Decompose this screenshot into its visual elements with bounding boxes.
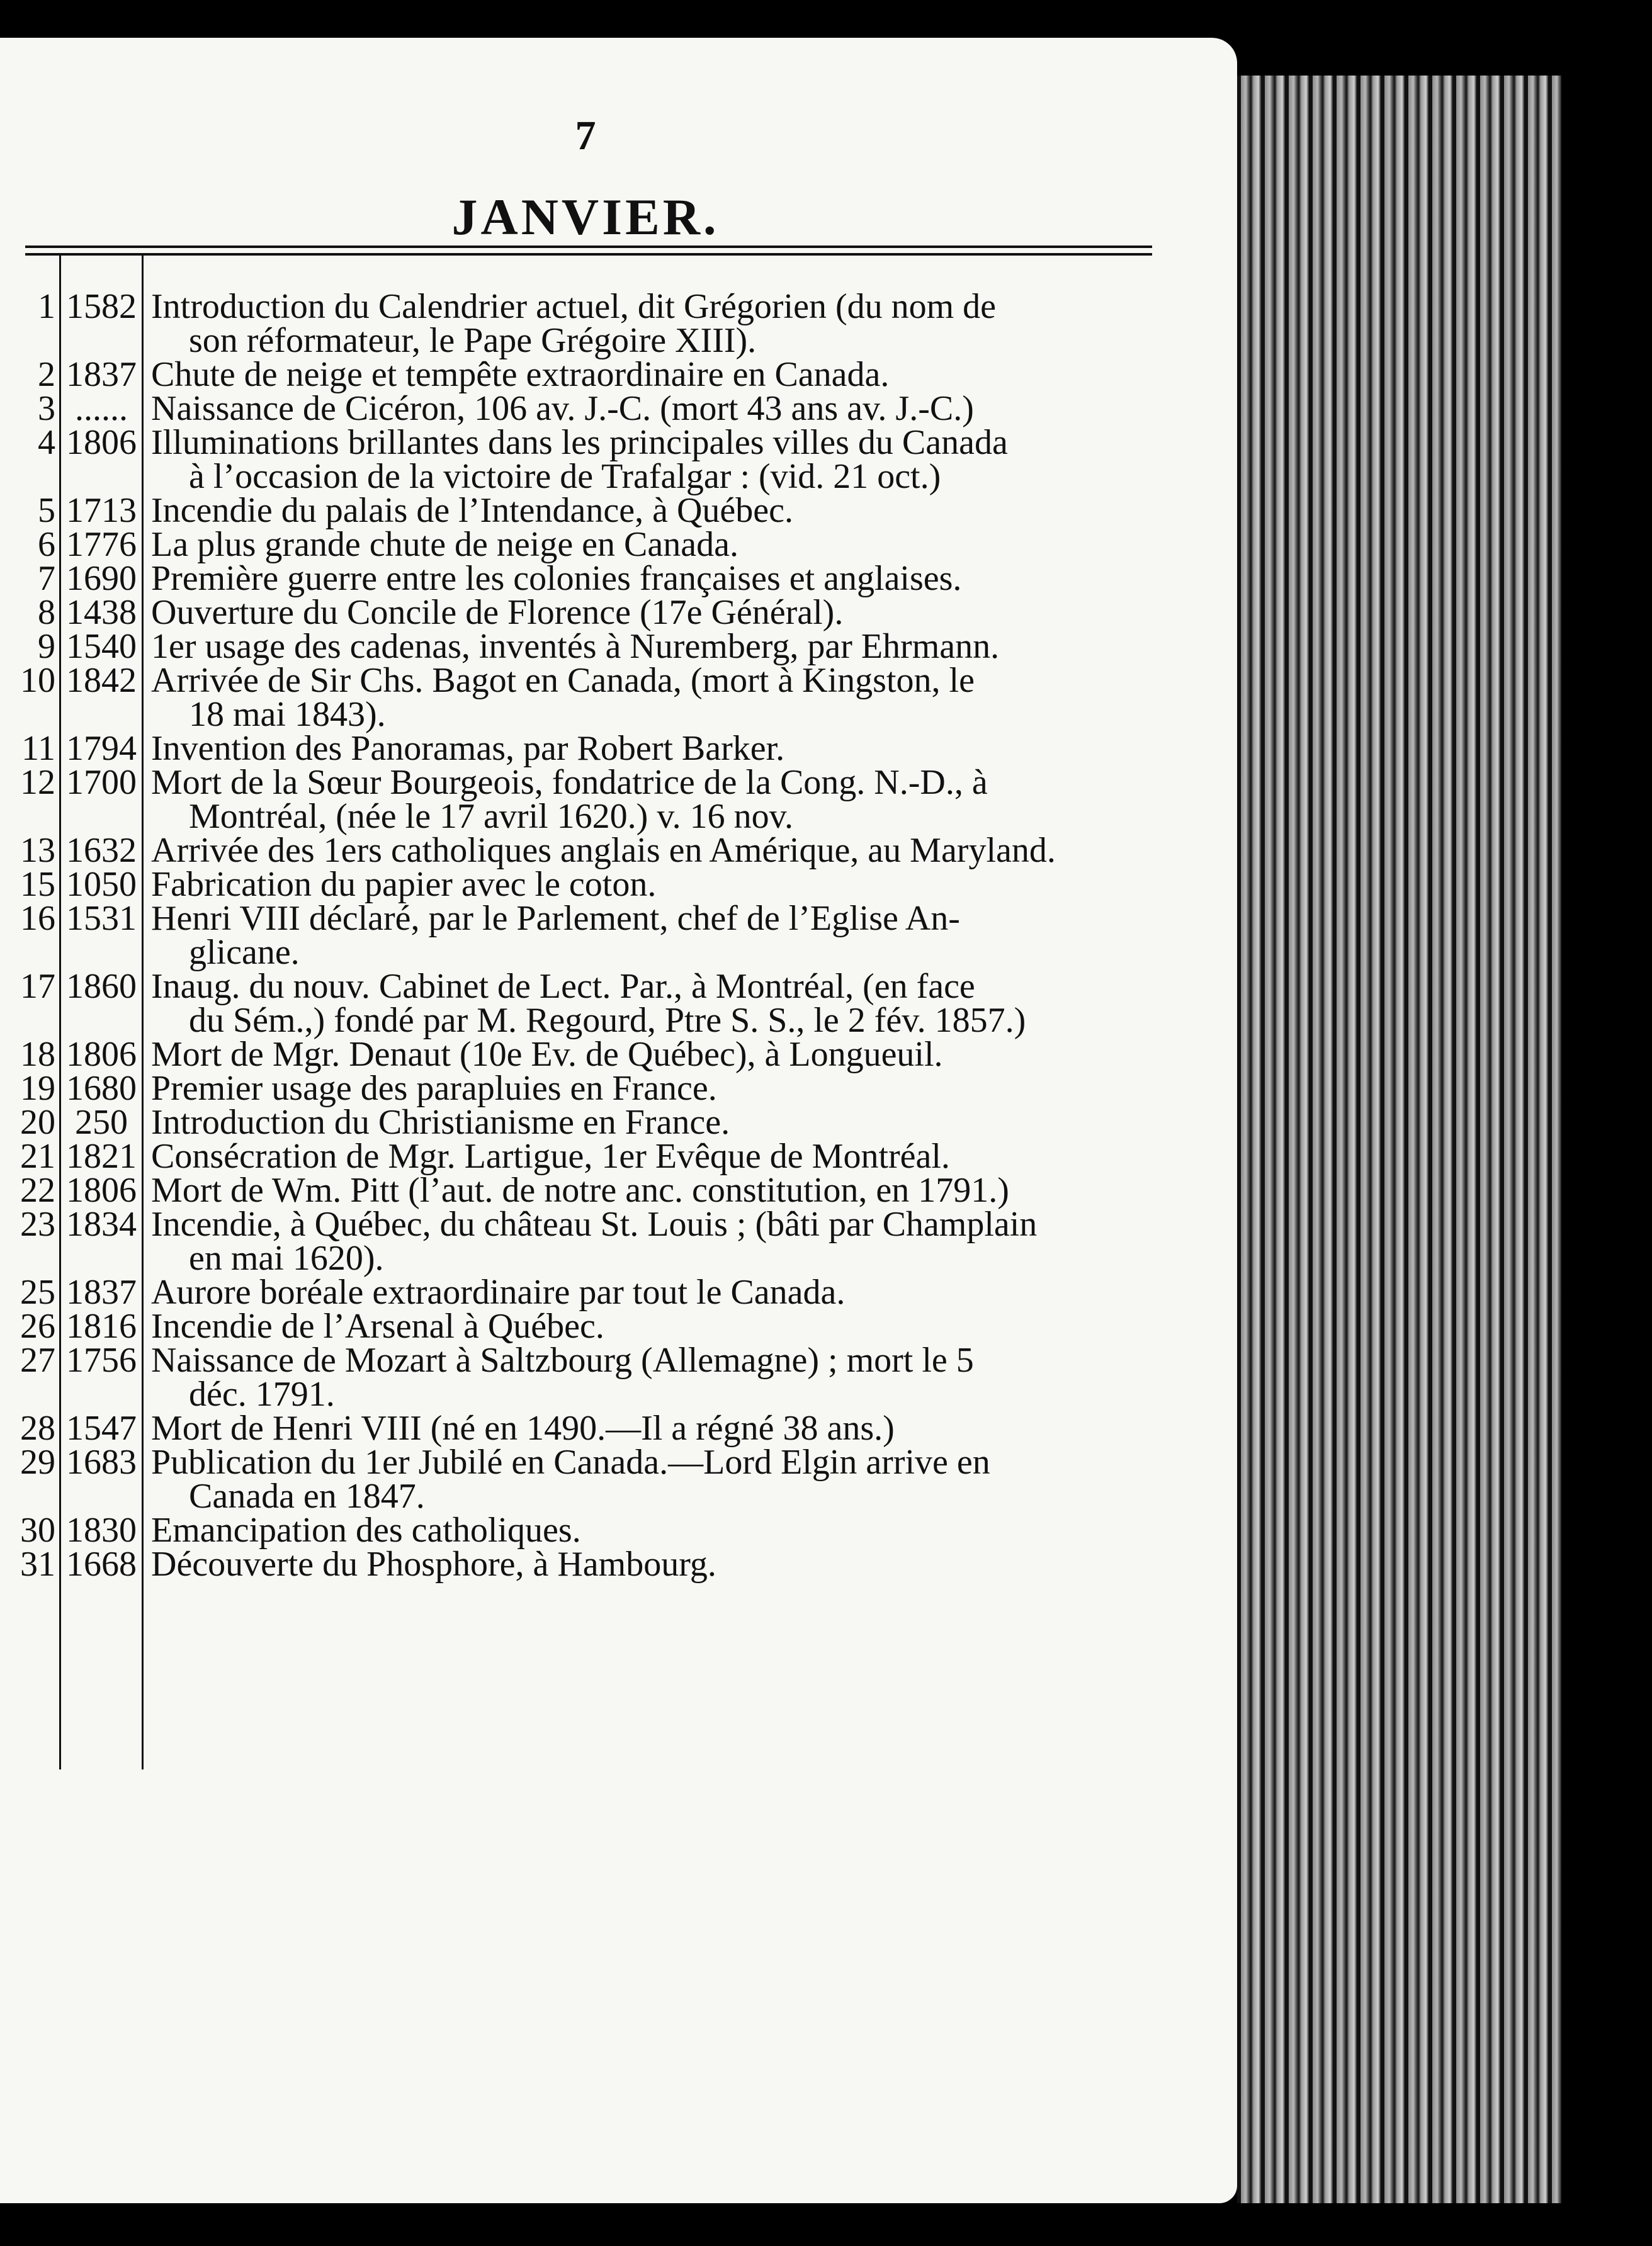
entry-text: Consécration de Mgr. Lartigue, 1er Evêque de Montréal. — [151, 1137, 950, 1176]
entry-year: 1794 — [66, 729, 137, 768]
entry-year: 1837 — [66, 355, 137, 394]
entry-row — [0, 1137, 1234, 1176]
entry-row — [0, 1103, 1234, 1142]
entry-text: Aurore boréale extraordinaire par tout le Canada. — [151, 1273, 846, 1312]
entry-text-block — [142, 1273, 1234, 1312]
entry-text-block — [142, 1137, 1234, 1176]
entry-text-block — [142, 1171, 1234, 1210]
entry-day: 1 — [38, 287, 55, 326]
entry-day: 11 — [21, 729, 55, 768]
entry-text-block — [142, 1443, 1234, 1516]
entry-row — [0, 389, 1234, 428]
entry-year: 1668 — [66, 1545, 137, 1584]
entry-text: Illuminations brillantes dans les principales villes du Canada — [151, 423, 1008, 462]
entry-year: 1582 — [66, 287, 137, 326]
entry-text-block — [142, 423, 1234, 496]
entry-text-block — [142, 661, 1234, 734]
entry-text: Introduction du Christianisme en France. — [151, 1103, 730, 1142]
header-double-rule — [25, 245, 1152, 256]
entry-text-block — [142, 559, 1234, 598]
entry-row — [0, 729, 1234, 768]
entry-row — [0, 355, 1234, 394]
entry-text: Première guerre entre les colonies françaises et anglaises. — [151, 559, 962, 598]
entry-row — [0, 593, 1234, 632]
entry-day: 19 — [20, 1069, 55, 1108]
entry-text: Naissance de Cicéron, 106 av. J.-C. (mort 43 ans av. J.-C.) — [151, 389, 974, 428]
entry-year: 1806 — [66, 1171, 137, 1210]
entry-text-block — [142, 865, 1234, 904]
almanac-page — [0, 38, 1237, 2203]
entry-text: Mort de la Sœur Bourgeois, fondatrice de la Cong. N.-D., à — [151, 763, 988, 802]
entry-text-block — [142, 729, 1234, 768]
entry-year: ...... — [75, 389, 128, 428]
entry-text: Ouverture du Concile de Florence (17e Général). — [151, 593, 844, 632]
entry-row — [0, 627, 1234, 666]
entry-text-block — [142, 389, 1234, 428]
entry-text-block — [142, 831, 1234, 870]
entry-day: 26 — [20, 1307, 55, 1346]
entry-row — [0, 491, 1234, 530]
entry-day: 17 — [20, 967, 55, 1006]
entry-text: Premier usage des parapluies en France. — [151, 1069, 717, 1108]
entry-text: Invention des Panoramas, par Robert Barker. — [151, 729, 785, 768]
entry-text-block — [142, 1307, 1234, 1346]
entry-text: Fabrication du papier avec le coton. — [151, 865, 657, 904]
entry-year: 1683 — [66, 1443, 137, 1482]
entry-row — [0, 763, 1234, 836]
entry-text-block — [142, 967, 1234, 1040]
entry-text: Incendie, à Québec, du château St. Louis ; (bâti par Champlain — [151, 1205, 1038, 1244]
entry-year: 1050 — [66, 865, 137, 904]
entry-text-block — [142, 899, 1234, 972]
entry-row — [0, 1545, 1234, 1584]
entry-day: 4 — [38, 423, 55, 462]
entry-year: 1438 — [66, 593, 137, 632]
entry-row — [0, 525, 1234, 564]
entry-text-continuation: du Sém.,) fondé par M. Regourd, Ptre S. S., le 2 fév. 1857.) — [189, 1001, 1026, 1040]
entry-row — [0, 559, 1234, 598]
entry-text: Chute de neige et tempête extraordinaire en Canada. — [151, 355, 890, 394]
entry-text-block — [142, 491, 1234, 530]
entry-day: 28 — [20, 1409, 55, 1448]
entry-row — [0, 423, 1234, 496]
entry-day: 29 — [20, 1443, 55, 1482]
entry-text-continuation: 18 mai 1843). — [189, 695, 386, 734]
entry-text-block — [142, 287, 1234, 360]
entry-row — [0, 1307, 1234, 1346]
entry-year: 1860 — [66, 967, 137, 1006]
entry-day: 12 — [20, 763, 55, 802]
entry-text-block — [142, 1035, 1234, 1074]
entry-year: 1713 — [66, 491, 137, 530]
entry-day: 2 — [38, 355, 55, 394]
book-fore-edge — [1237, 76, 1615, 2203]
entry-text-continuation: Canada en 1847. — [189, 1477, 425, 1516]
entry-row — [0, 967, 1234, 1040]
entry-day: 3 — [38, 389, 55, 428]
entry-row — [0, 1341, 1234, 1414]
entry-day: 20 — [20, 1103, 55, 1142]
entry-row — [0, 1171, 1234, 1210]
entry-year: 1834 — [66, 1205, 137, 1244]
entry-year: 1540 — [66, 627, 137, 666]
entries-list — [0, 287, 1234, 1584]
entry-row — [0, 831, 1234, 870]
entry-year: 1842 — [66, 661, 137, 700]
entry-year: 1776 — [66, 525, 137, 564]
entry-text: Mort de Mgr. Denaut (10e Ev. de Québec), à Longueuil. — [151, 1035, 943, 1074]
entry-text: Incendie de l’Arsenal à Québec. — [151, 1307, 604, 1346]
month-title: JANVIER. — [451, 188, 720, 245]
entry-text-continuation: son réformateur, le Pape Grégoire XIII). — [189, 321, 757, 360]
entry-text-block — [142, 1205, 1234, 1278]
entry-row — [0, 1069, 1234, 1108]
entry-year: 1806 — [66, 423, 137, 462]
entry-text: Mort de Wm. Pitt (l’aut. de notre anc. constitution, en 1791.) — [151, 1171, 1009, 1210]
entry-text: Naissance de Mozart à Saltzbourg (Allemagne) ; mort le 5 — [151, 1341, 974, 1380]
entry-day: 30 — [20, 1511, 55, 1550]
entry-day: 7 — [38, 559, 55, 598]
entry-text-block — [142, 355, 1234, 394]
entry-text-continuation: glicane. — [189, 933, 300, 972]
entry-row — [0, 1511, 1234, 1550]
entry-day: 15 — [20, 865, 55, 904]
entry-year: 1632 — [66, 831, 137, 870]
entry-text-block — [142, 763, 1234, 836]
entry-year: 1837 — [66, 1273, 137, 1312]
entry-text-block — [142, 1103, 1234, 1142]
entry-text-block — [142, 525, 1234, 564]
background-shadow — [1561, 76, 1652, 2203]
entry-text: Publication du 1er Jubilé en Canada.—Lord Elgin arrive en — [151, 1443, 990, 1482]
entry-row — [0, 661, 1234, 734]
entry-day: 18 — [20, 1035, 55, 1074]
entry-text-block — [142, 1511, 1234, 1550]
entry-year: 1690 — [66, 559, 137, 598]
entry-year: 1531 — [66, 899, 137, 938]
entry-text: Mort de Henri VIII (né en 1490.—Il a régné 38 ans.) — [151, 1409, 895, 1448]
entry-row — [0, 1035, 1234, 1074]
entry-row — [0, 1409, 1234, 1448]
entry-day: 9 — [38, 627, 55, 666]
entry-text: 1er usage des cadenas, inventés à Nuremberg, par Ehrmann. — [151, 627, 1000, 666]
entry-row — [0, 865, 1234, 904]
entry-year: 1816 — [66, 1307, 137, 1346]
entry-row — [0, 899, 1234, 972]
entry-day: 16 — [20, 899, 55, 938]
entry-day: 21 — [20, 1137, 55, 1176]
entry-day: 22 — [20, 1171, 55, 1210]
entry-year: 1547 — [66, 1409, 137, 1448]
entry-text-continuation: à l’occasion de la victoire de Trafalgar : (vid. 21 oct.) — [189, 457, 941, 496]
entry-year: 250 — [75, 1103, 128, 1142]
entry-text: Introduction du Calendrier actuel, dit Grégorien (du nom de — [151, 287, 997, 326]
entry-year: 1830 — [66, 1511, 137, 1550]
entry-row — [0, 287, 1234, 360]
entry-text: Inaug. du nouv. Cabinet de Lect. Par., à Montréal, (en face — [151, 967, 975, 1006]
entry-text: Henri VIII déclaré, par le Parlement, chef de l’Eglise An- — [151, 899, 960, 938]
entry-row — [0, 1205, 1234, 1278]
entry-text-block — [142, 1545, 1234, 1584]
entry-text-block — [142, 1341, 1234, 1414]
entry-day: 10 — [20, 661, 55, 700]
entry-text: Emancipation des catholiques. — [151, 1511, 581, 1550]
entry-row — [0, 1273, 1234, 1312]
entry-text: Incendie du palais de l’Intendance, à Québec. — [151, 491, 793, 530]
entry-text: Arrivée des 1ers catholiques anglais en Amérique, au Maryland. — [151, 831, 1056, 870]
entry-text: La plus grande chute de neige en Canada. — [151, 525, 738, 564]
entry-text-continuation: Montréal, (née le 17 avril 1620.) v. 16 nov. — [189, 797, 794, 836]
entry-day: 8 — [38, 593, 55, 632]
entry-day: 25 — [20, 1273, 55, 1312]
entry-day: 13 — [20, 831, 55, 870]
entry-year: 1756 — [66, 1341, 137, 1380]
entry-day: 31 — [20, 1545, 55, 1584]
entry-text-block — [142, 627, 1234, 666]
entry-day: 5 — [38, 491, 55, 530]
entry-day: 23 — [20, 1205, 55, 1244]
entry-year: 1700 — [66, 763, 137, 802]
entry-row — [0, 1443, 1234, 1516]
page-number: 7 — [575, 113, 596, 159]
entry-text-block — [142, 1069, 1234, 1108]
entry-text-block — [142, 1409, 1234, 1448]
entry-year: 1680 — [66, 1069, 137, 1108]
entry-year: 1806 — [66, 1035, 137, 1074]
entry-day: 27 — [20, 1341, 55, 1380]
entry-text-continuation: en mai 1620). — [189, 1239, 384, 1278]
entry-year: 1821 — [66, 1137, 137, 1176]
entry-text-block — [142, 593, 1234, 632]
entry-text-continuation: déc. 1791. — [189, 1375, 335, 1414]
entry-text: Découverte du Phosphore, à Hambourg. — [151, 1545, 716, 1584]
entry-text: Arrivée de Sir Chs. Bagot en Canada, (mort à Kingston, le — [151, 661, 975, 700]
entry-day: 6 — [38, 525, 55, 564]
